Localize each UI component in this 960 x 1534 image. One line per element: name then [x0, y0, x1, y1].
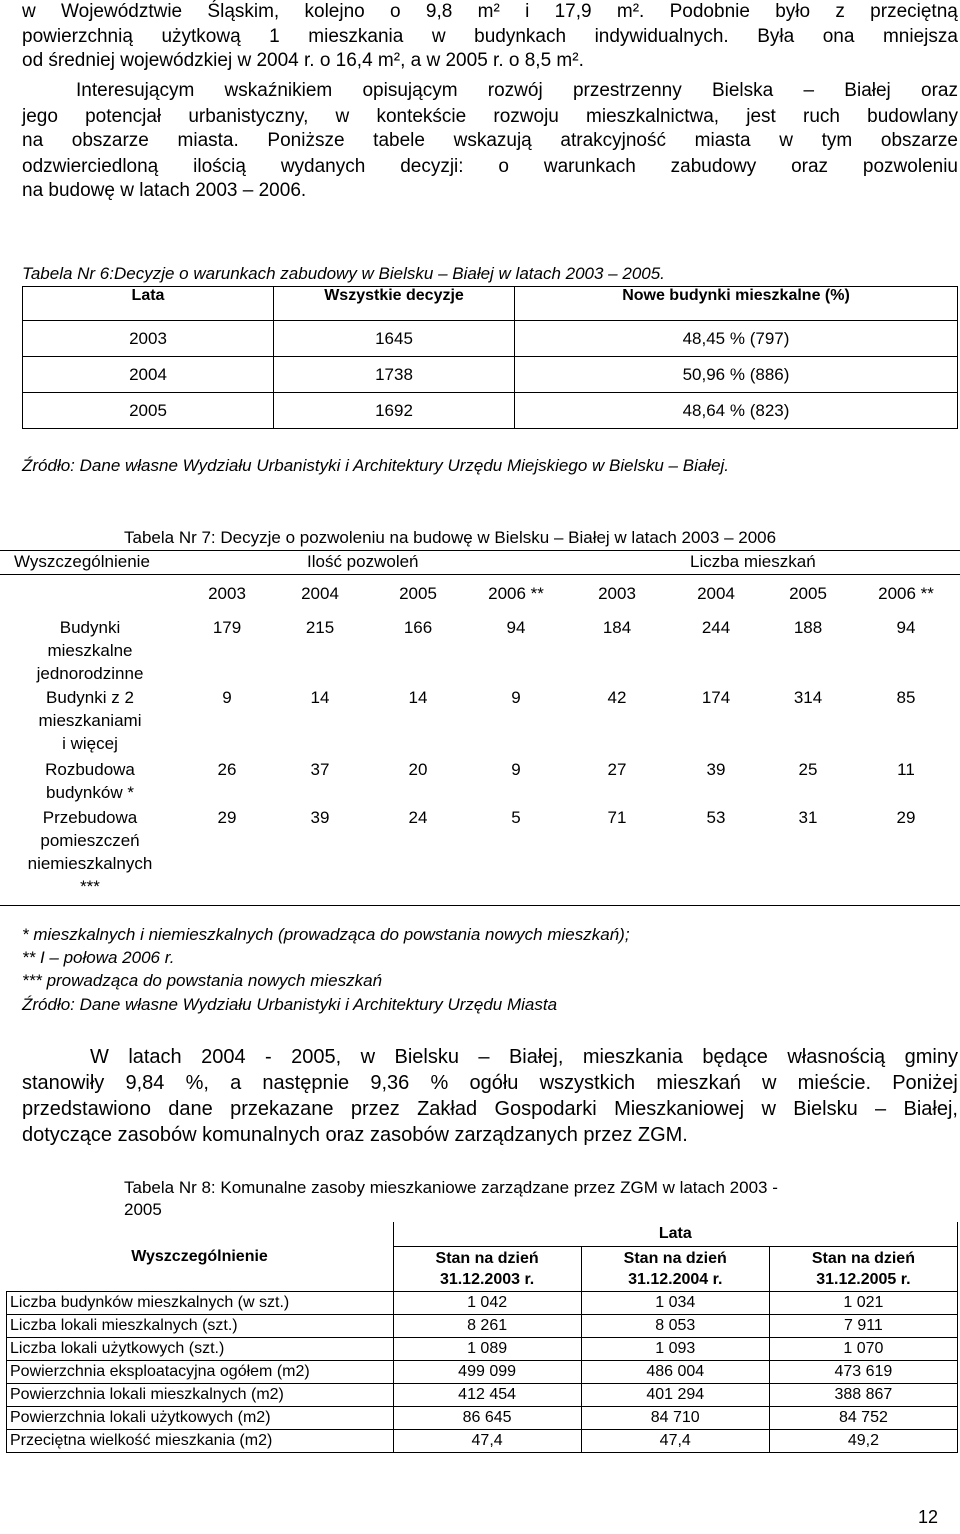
table7-cell: 29: [896, 808, 916, 827]
table7-note: Źródło: Dane własne Wydziału Urbanistyki i Architektury Urzędu Miasta: [22, 995, 558, 1014]
table8-cell: 412 454: [393, 1384, 581, 1407]
table8-header-years: Lata: [393, 1222, 957, 1247]
table8-caption-line1: Tabela Nr 8: Komunalne zasoby mieszkaniowe zarządzane przez ZGM w latach 2003 -: [124, 1178, 778, 1197]
word: latach: [128, 1046, 182, 1068]
word: Interesującym: [76, 80, 195, 101]
table8-cell: 486 004: [581, 1361, 769, 1384]
table8-cell: 84 710: [581, 1407, 769, 1430]
table8-cell: 8 053: [581, 1315, 769, 1338]
table8-cell: 47,4: [393, 1430, 581, 1453]
word: dotyczące zasobów komunalnych oraz zasobów zarządzanych przez ZGM.: [22, 1124, 688, 1146]
word: mieszkania: [582, 1046, 683, 1068]
table7-year: 2006 **: [878, 584, 934, 603]
word: pozwoleniu: [862, 156, 958, 177]
table7-cell: 11: [897, 760, 915, 779]
word: Poniżej: [892, 1072, 958, 1094]
table8-row: [7, 1292, 958, 1315]
word: –: [803, 80, 815, 101]
word: oraz: [921, 80, 958, 101]
table7-cell: 215: [305, 618, 335, 637]
word: warunkach: [543, 156, 636, 177]
table7-cell: 174: [701, 688, 731, 707]
table6-cell: 2003: [23, 321, 274, 357]
word: 9,84: [125, 1072, 165, 1094]
word: Białej: [844, 80, 891, 101]
word: ogółu: [469, 1072, 519, 1094]
table8-cell: 49,2: [769, 1430, 957, 1453]
table7-bottom-rule: [0, 905, 960, 906]
table8-row: [7, 1315, 958, 1338]
table7-cell: 85: [896, 688, 916, 707]
word: Była: [757, 26, 795, 47]
table6-cell: 1692: [274, 393, 515, 429]
word: kontekście: [376, 106, 467, 127]
word: m².: [616, 1, 645, 22]
word: w: [335, 106, 350, 127]
word: Białej,: [903, 1098, 958, 1120]
table7-cell: 26: [217, 760, 237, 779]
word: o: [498, 156, 509, 177]
table7-cell: 53: [706, 808, 726, 827]
word: potencjał: [85, 106, 162, 127]
word: wskaźnikiem: [224, 80, 333, 101]
table7-row-label: jednorodzinne: [36, 664, 144, 683]
table7-year: 2005: [789, 584, 827, 603]
word: przekazane: [230, 1098, 334, 1120]
table8-row-label: Liczba lokali użytkowych (szt.): [7, 1338, 394, 1361]
table7-cell: 179: [212, 618, 242, 637]
table7-cell: 9: [511, 760, 521, 779]
table7-cell: 314: [793, 688, 823, 707]
word: mieście.: [797, 1072, 872, 1094]
table7-year: 2004: [697, 584, 735, 603]
table6-cell: 2004: [23, 357, 274, 393]
word: i: [525, 1, 530, 22]
table7-cell: 39: [310, 808, 330, 827]
table7-row-label: pomieszczeń: [40, 831, 140, 850]
word: przez: [350, 1098, 400, 1120]
word: opisującym: [362, 80, 458, 101]
table8-row-label: Powierzchnia lokali mieszkalnych (m2): [7, 1384, 394, 1407]
word: własnością: [787, 1046, 886, 1068]
table8-row-label: Powierzchnia lokali użytkowych (m2): [7, 1407, 394, 1430]
table8-cell: 84 752: [769, 1407, 957, 1430]
table7-year: 2006 **: [488, 584, 544, 603]
intro-line: [22, 156, 958, 178]
table8-cell: 1 093: [581, 1338, 769, 1361]
word: %,: [185, 1072, 209, 1094]
table8-row: [7, 1430, 958, 1453]
word: urbanistyczny,: [188, 106, 309, 127]
word: Zakład: [417, 1098, 478, 1120]
word: 9,36: [370, 1072, 410, 1094]
table7-row-label: Przebudowa: [42, 808, 138, 827]
word: przestrzenny: [572, 80, 682, 101]
word: a: [230, 1072, 242, 1094]
word: na: [22, 130, 44, 151]
table7-cell: 29: [217, 808, 237, 827]
table8-row: [7, 1361, 958, 1384]
word: będące: [702, 1046, 768, 1068]
word: 2005,: [291, 1046, 342, 1068]
word: Podobnie: [669, 1, 750, 22]
table7-row-label: budynków *: [46, 783, 134, 802]
table7-cell: 20: [408, 760, 428, 779]
word: w: [762, 1072, 777, 1094]
word: jego: [22, 106, 58, 127]
table6-caption: Tabela Nr 6:Decyzje o warunkach zabudowy w Bielsku – Białej w latach 2003 – 2005.: [22, 264, 665, 283]
table7-cell: 14: [408, 688, 428, 707]
word: –: [875, 1098, 887, 1120]
word: 1: [269, 26, 280, 47]
word: ilością: [193, 156, 246, 177]
table6-header-all: Wszystkie decyzje: [274, 287, 515, 321]
word: -: [265, 1046, 272, 1068]
table6-row: [23, 393, 958, 429]
table7-cell: 42: [607, 688, 627, 707]
table8-row: [7, 1384, 958, 1407]
table6-cell: 2005: [23, 393, 274, 429]
table7-row-label: ***: [80, 877, 100, 896]
table7-row-label: i więcej: [62, 734, 118, 753]
table7-cell: 94: [896, 618, 916, 637]
table8-row: [7, 1338, 958, 1361]
table7-note: * mieszkalnych i niemieszkalnych (prowadząca do powstania nowych mieszkań);: [22, 925, 630, 944]
table7-cell: 27: [607, 760, 627, 779]
table6-header-new: Nowe budynki mieszkalne (%): [515, 287, 958, 321]
word: w: [431, 26, 446, 47]
word: indywidualnych.: [594, 26, 729, 47]
word: rozwój: [487, 80, 543, 101]
table7-cell: 166: [403, 618, 433, 637]
intro-line: [22, 180, 306, 202]
word: mniejsza: [882, 26, 958, 47]
word: użytkową: [161, 26, 241, 47]
table7-cell: 184: [602, 618, 632, 637]
table8-header-spec: Wyszczególnienie: [7, 1222, 394, 1292]
table7-note: *** prowadząca do powstania nowych mieszkań: [22, 971, 383, 990]
word: 9,8: [425, 1, 453, 22]
table8-row-label: Liczba lokali mieszkalnych (szt.): [7, 1315, 394, 1338]
word: 17,9: [554, 1, 592, 22]
table7-caption: Tabela Nr 7: Decyzje o pozwoleniu na budowę w Bielsku – Białej w latach 2003 – 2006: [124, 528, 777, 547]
table7-header-rule: [0, 574, 960, 575]
table8-row-label: Powierzchnia eksploatacyjna ogółem (m2): [7, 1361, 394, 1384]
table8-col-header-line: 31.12.2004 r.: [628, 1271, 723, 1288]
word: o: [390, 1, 401, 22]
table8-cell: 1 089: [393, 1338, 581, 1361]
word: odzwierciedloną: [22, 156, 159, 177]
intro-line: [22, 26, 958, 48]
table8-cell: 86 645: [393, 1407, 581, 1430]
table8-cell: 473 619: [769, 1361, 957, 1384]
word: miasta.: [177, 130, 239, 151]
table7-row-label: niemieszkalnych: [27, 854, 153, 873]
word: obszarze: [71, 130, 149, 151]
table8-row: [7, 1407, 958, 1430]
table8-col-header-line: 31.12.2003 r.: [439, 1271, 535, 1288]
table6-row: [23, 357, 958, 393]
table7-cell: 14: [310, 688, 330, 707]
word: budynkach: [474, 26, 567, 47]
word: decyzji:: [400, 156, 464, 177]
word: tabele: [373, 130, 425, 151]
table8-cell: 388 867: [769, 1384, 957, 1407]
word: mieszkania: [308, 26, 404, 47]
table7-cell: 71: [607, 808, 627, 827]
table7-cell: 31: [798, 808, 818, 827]
word: mieszkalnictwa,: [586, 106, 720, 127]
word: Województwie: [61, 1, 183, 22]
table8-cell: 47,4: [581, 1430, 769, 1453]
table7-year: 2005: [399, 584, 437, 603]
table7-row-label: Budynki: [59, 618, 121, 637]
table7-header-spec: Wyszczególnienie: [14, 552, 150, 571]
word: Gospodarki: [494, 1098, 597, 1120]
table7-cell: 25: [798, 760, 818, 779]
word: powierzchnią: [22, 26, 133, 47]
table8-col-header: [769, 1247, 957, 1292]
paragraph-line: [90, 1046, 958, 1069]
word: gminy: [904, 1046, 958, 1068]
word: Śląskim,: [207, 1, 280, 22]
intro-line: [22, 1, 958, 23]
word: miasta: [694, 130, 751, 151]
word: na budowę w latach 2003 – 2006.: [22, 180, 307, 201]
table7-top-rule: [0, 550, 960, 551]
table8-col-header-line: Stan na dzień: [435, 1250, 539, 1267]
table7-cell: 37: [310, 760, 330, 779]
word: w: [360, 1046, 376, 1068]
table6-cell: 1645: [274, 321, 515, 357]
table8-cell: 1 034: [581, 1292, 769, 1315]
table7-header-flats: Liczba mieszkań: [690, 552, 816, 571]
table8-caption-line2: 2005: [124, 1200, 162, 1219]
intro-line: [76, 80, 958, 102]
word: od średniej wojewódzkiej w 2004 r. o 16,4 m², a w 2005 r. o 8,5 m².: [22, 50, 584, 71]
word: w: [761, 1098, 776, 1120]
table8-cell: 7 911: [769, 1315, 957, 1338]
table8-row-label: Liczba budynków mieszkalnych (w szt.): [7, 1292, 394, 1315]
table8-cell: 8 261: [393, 1315, 581, 1338]
word: było: [775, 1, 811, 22]
word: zabudowy: [670, 156, 757, 177]
table7-row-label: Rozbudowa: [45, 760, 135, 779]
table6: [22, 286, 958, 429]
table7-row-label: mieszkaniami: [38, 711, 142, 730]
word: wszystkich: [539, 1072, 636, 1094]
page-number: 12: [917, 1507, 938, 1527]
table8-cell: 401 294: [581, 1384, 769, 1407]
word: Bielsku: [394, 1046, 459, 1068]
table8-row-label: Przeciętna wielkość mieszkania (m2): [7, 1430, 394, 1453]
word: obszarze: [880, 130, 958, 151]
table7-row-label: mieszkalne: [47, 641, 133, 660]
intro-line: [22, 130, 958, 152]
word: –: [478, 1046, 490, 1068]
table7-cell: 94: [506, 618, 526, 637]
table8-col-header-line: Stan na dzień: [623, 1250, 727, 1267]
word: przedstawiono: [22, 1098, 151, 1120]
word: w: [22, 1, 36, 22]
paragraph-line: [22, 1124, 688, 1147]
word: %: [430, 1072, 449, 1094]
word: rozwoju: [493, 106, 559, 127]
word: następnie: [262, 1072, 350, 1094]
table8-cell: 1 070: [769, 1338, 957, 1361]
table8-col-header: [393, 1247, 581, 1292]
table7-header-permits: Ilość pozwoleń: [307, 552, 419, 571]
word: atrakcyjność: [560, 130, 666, 151]
table8-cell: 1 021: [769, 1292, 957, 1315]
table6-cell: 1738: [274, 357, 515, 393]
word: wydanych: [280, 156, 366, 177]
word: Bielsku: [793, 1098, 858, 1120]
table7-cell: 5: [511, 808, 521, 827]
paragraph-line: [22, 1072, 958, 1095]
word: wskazują: [453, 130, 532, 151]
table6-row: [23, 321, 958, 357]
word: przeciętną: [870, 1, 958, 22]
word: m²: [477, 1, 500, 22]
table8-col-header-line: 31.12.2005 r.: [816, 1271, 911, 1288]
word: z: [835, 1, 845, 22]
word: Poniższe: [267, 130, 345, 151]
word: kolejno: [304, 1, 365, 22]
table8: [6, 1222, 958, 1453]
word: 2004: [201, 1046, 246, 1068]
table7-cell: 39: [706, 760, 726, 779]
table6-cell: 48,64 % (823): [515, 393, 958, 429]
table7-row-label: Budynki z 2: [46, 688, 134, 707]
table8-col-header-line: Stan na dzień: [811, 1250, 915, 1267]
table7-cell: 9: [222, 688, 232, 707]
word: Białej,: [508, 1046, 564, 1068]
table7-cell: 244: [701, 618, 731, 637]
table6-cell: 48,45 % (797): [515, 321, 958, 357]
word: oraz: [791, 156, 829, 177]
table8-cell: 499 099: [393, 1361, 581, 1384]
table6-cell: 50,96 % (886): [515, 357, 958, 393]
intro-line: [22, 50, 584, 72]
table7-note: ** I – połowa 2006 r.: [22, 948, 175, 967]
word: mieszkań: [656, 1072, 741, 1094]
table7-year: 2003: [598, 584, 636, 603]
word: jest: [746, 106, 776, 127]
table6-header-years: Lata: [23, 287, 274, 321]
word: tym: [821, 130, 853, 151]
table7-year: 2003: [208, 584, 246, 603]
table7-cell: 24: [408, 808, 428, 827]
table7-cell: 9: [511, 688, 521, 707]
word: ruch: [803, 106, 840, 127]
word: stanowiły: [22, 1072, 105, 1094]
table7-cell: 188: [793, 618, 823, 637]
word: W: [90, 1046, 109, 1068]
table7-year: 2004: [301, 584, 339, 603]
word: budowlany: [867, 106, 958, 127]
word: Bielska: [711, 80, 774, 101]
table8-col-header: [581, 1247, 769, 1292]
word: dane: [168, 1098, 213, 1120]
intro-line: [22, 106, 958, 128]
table8-cell: 1 042: [393, 1292, 581, 1315]
word: ona: [822, 26, 855, 47]
table6-source: Źródło: Dane własne Wydziału Urbanistyki i Architektury Urzędu Miejskiego w Bielsku – Białej.: [22, 456, 730, 475]
word: w: [779, 130, 793, 151]
word: Mieszkaniowej: [614, 1098, 745, 1120]
paragraph-line: [22, 1098, 958, 1121]
